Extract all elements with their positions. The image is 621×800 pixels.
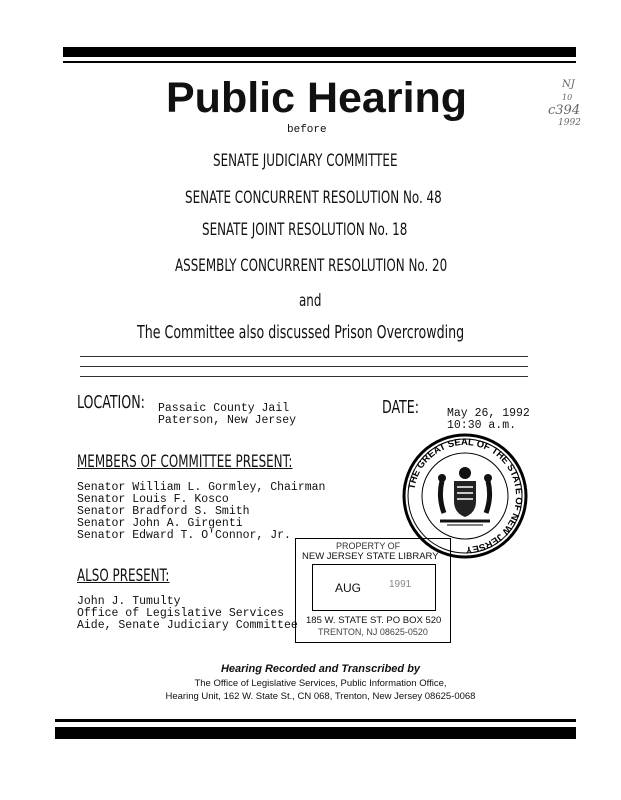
before-label: before [287,124,327,136]
separator-rule-1 [80,356,528,357]
subject-line-3: SENATE JOINT RESOLUTION No. 18 [202,220,408,240]
date-label: DATE: [382,397,419,418]
stamp-month: AUG [335,581,362,595]
list-item: Senator William L. Gormley, Chairman [77,481,326,494]
stamp-line-1: PROPERTY OF [336,541,401,551]
list-item: Senator Bradford S. Smith [77,505,250,518]
stamp-address-2: TRENTON, NJ 08625-0520 [318,627,428,637]
date-value: May 26, 1992 10:30 a.m. [447,407,530,432]
stamp-year: 1991 [389,579,412,590]
footer-recorded: Hearing Recorded and Transcribed by [220,663,421,675]
members-list [77,482,325,542]
members-heading: MEMBERS OF COMMITTEE PRESENT: [77,452,293,472]
separator-rule-2 [80,366,528,367]
list-item: Senator John A. Girgenti [77,517,243,530]
list-item: John J. Tumulty [77,595,181,608]
top-thin-bar [63,61,576,63]
stamp-address-1: 185 W. STATE ST. PO BOX 520 [306,615,442,626]
subject-line-1: SENATE JUDICIARY COMMITTEE [213,151,398,171]
list-item: Senator Louis F. Kosco [77,493,229,506]
subject-line-4: ASSEMBLY CONCURRENT RESOLUTION No. 20 [175,256,448,276]
top-thick-bar [63,47,576,57]
separator-rule-3 [80,376,528,377]
footer-address: Hearing Unit, 162 W. State St., CN 068, Trenton, New Jersey 08625-0068 [165,691,476,702]
subject-line-2: SENATE CONCURRENT RESOLUTION No. 48 [185,188,442,208]
location-label: LOCATION: [77,392,145,413]
seal-text: THE GREAT SEAL OF THE STATE OF NEW JERSEY [406,436,525,556]
list-item: Senator Edward T. O'Connor, Jr. [77,529,291,542]
list-item: Office of Legislative Services [77,607,285,620]
and-text: and [299,291,322,311]
list-item: Aide, Senate Judiciary Committee [77,619,298,632]
footer-office: The Office of Legislative Services, Public Information Office, [194,678,447,689]
stamp-line-2: NEW JERSEY STATE LIBRARY [302,551,439,562]
stamp-date-box [312,564,436,611]
library-stamp [295,538,451,643]
bottom-thick-bar [55,727,576,739]
page-title: Public Hearing [166,74,468,122]
also-present-heading: ALSO PRESENT: [77,566,170,586]
location-value: Passaic County Jail Paterson, New Jersey [158,402,297,427]
bottom-thin-bar [55,719,576,722]
also-discussed: The Committee also discussed Prison Overcrowding [137,322,465,343]
also-present-list [77,596,298,632]
handwritten-note: NJ 10 c394 1992 [548,79,581,128]
